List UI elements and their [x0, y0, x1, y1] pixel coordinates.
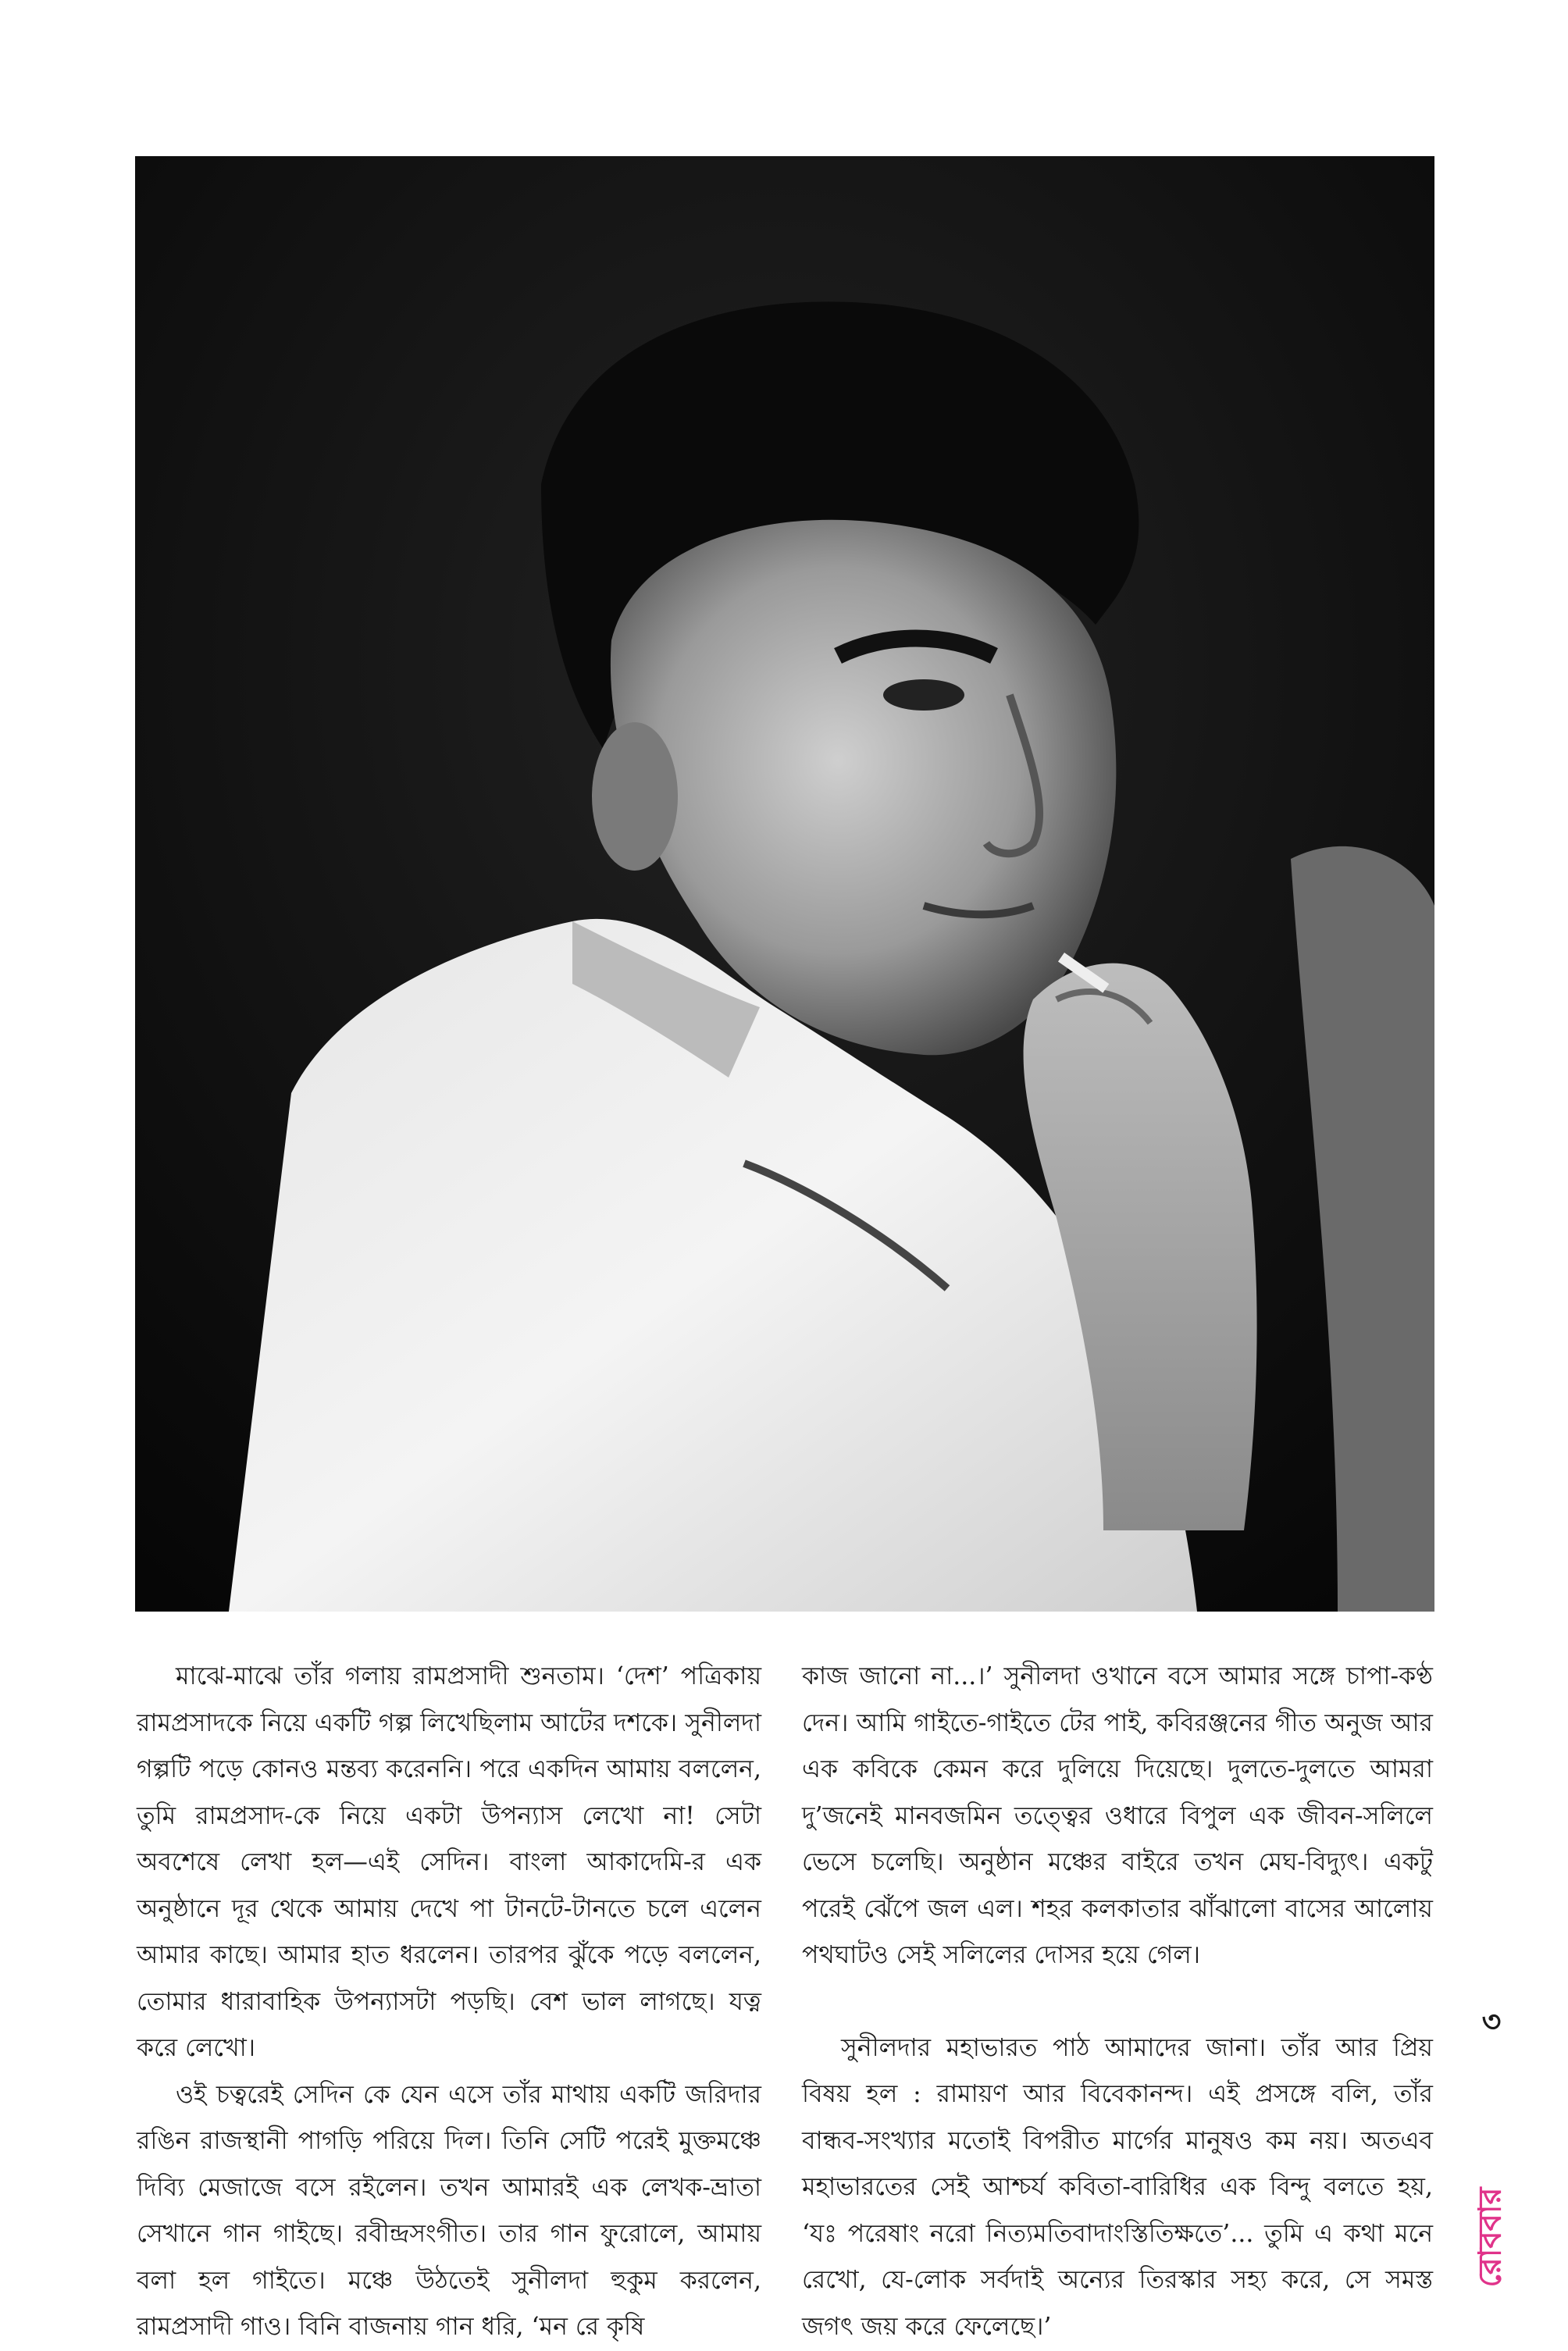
paragraph: ওই চত্বরেই সেদিন কে যেন এসে তাঁর মাথায় একটি জরিদার রঙিন রাজস্থানী পাগড়ি পরিয়ে দিল। তিনি সেটি পরেই মুক্তমঞ্চে দিব্যি মেজাজে বসে রইলেন। তখন আমারই এক লেখক-ভ্রাতা সেখানে গান গাইছে। রবীন্দ্রসংগীত। তার গান ফুরোলে, আমায় বলা হল গাইতে। মঞ্চে উঠতেই সুনীলদা হুকুম করলেন, রামপ্রসাদী গাও। বিনি বাজনায় গান ধরি, ‘মন রে কৃষি — [137, 2080, 761, 2341]
paragraph: কাজ জানো না...।’ সুনীলদা ওখানে বসে আমার সঙ্গে চাপা-কণ্ঠ দেন। আমি গাইতে-গাইতে টের পাই, কবিরঞ্জনের গীত অনুজ আর এক কবিকে কেমন করে দুলিয়ে দিয়েছে। দুলতে-দুলতে আমরা দু’জনেই মানবজমিন তত্ত্বের ওধারে বিপুল এক জীবন-সলিলে ভেসে চলেছি। অনুষ্ঠান মঞ্চের বাইরে তখন মেঘ-বিদ্যুৎ। একটু পরেই ঝেঁপে জল এল। শহর কলকাতার ঝাঁঝালো বাসের আলোয় পথঘাটও সেই সলিলের দোসর হয়ে গেল। — [802, 1662, 1433, 1969]
page-number: ৩ — [1481, 2004, 1502, 2039]
portrait-photo-icon — [135, 156, 1434, 1612]
paragraph: মাঝে-মাঝে তাঁর গলায় রামপ্রসাদী শুনতাম। ‘দেশ’ পত্রিকায় রামপ্রসাদকে নিয়ে একটি গল্প লিখেছিলাম আটের দশকে। সুনীলদা গল্পটি পড়ে কোনও মন্তব্য করেননি। পরে একদিন আমায় বললেন, তুমি রামপ্রসাদ-কে নিয়ে একটা উপন্যাস লেখো না! সেটা অবশেষে লেখা হল—এই সেদিন। বাংলা আকাদেমি-র এক অনুষ্ঠানে দূর থেকে আমায় দেখে পা টানটে-টানতে চলে এলেন আমার কাছে। আমার হাত ধরলেন। তারপর ঝুঁকে পড়ে বললেন, তোমার ধারাবাহিক উপন্যাসটা পড়ছি। বেশ ভাল লাগছে। যত্ন করে লেখো। — [137, 1662, 761, 2062]
left-text-column — [137, 1654, 761, 2351]
right-text-column — [802, 1654, 1433, 2350]
paragraph: সুনীলদার মহাভারত পাঠ আমাদের জানা। তাঁর আর প্রিয় বিষয় হল : রামায়ণ আর বিবেকানন্দ। এই প্রসঙ্গে বলি, তাঁর বান্ধব-সংখ্যার মতোই বিপরীত মার্গের মানুষও কম নয়। অতএব মহাভারতের সেই আশ্চর্য কবিতা-বারিধির এক বিন্দু বলতে হয়, ‘যঃ পরেষাং নরো নিত্যমতিবাদাংস্তিতিক্ষতে’... তুমি এ কথা মনে রেখো, যে-লোক সর্বদাই অন্যের তিরস্কার সহ্য করে, সে সমস্ত জগৎ জয় করে ফেলেছে।’ — [802, 2033, 1433, 2341]
magazine-name — [1460, 2186, 1523, 2288]
magazine-name-label: রোববার — [1471, 2187, 1509, 2287]
portrait-photo — [135, 156, 1434, 1612]
